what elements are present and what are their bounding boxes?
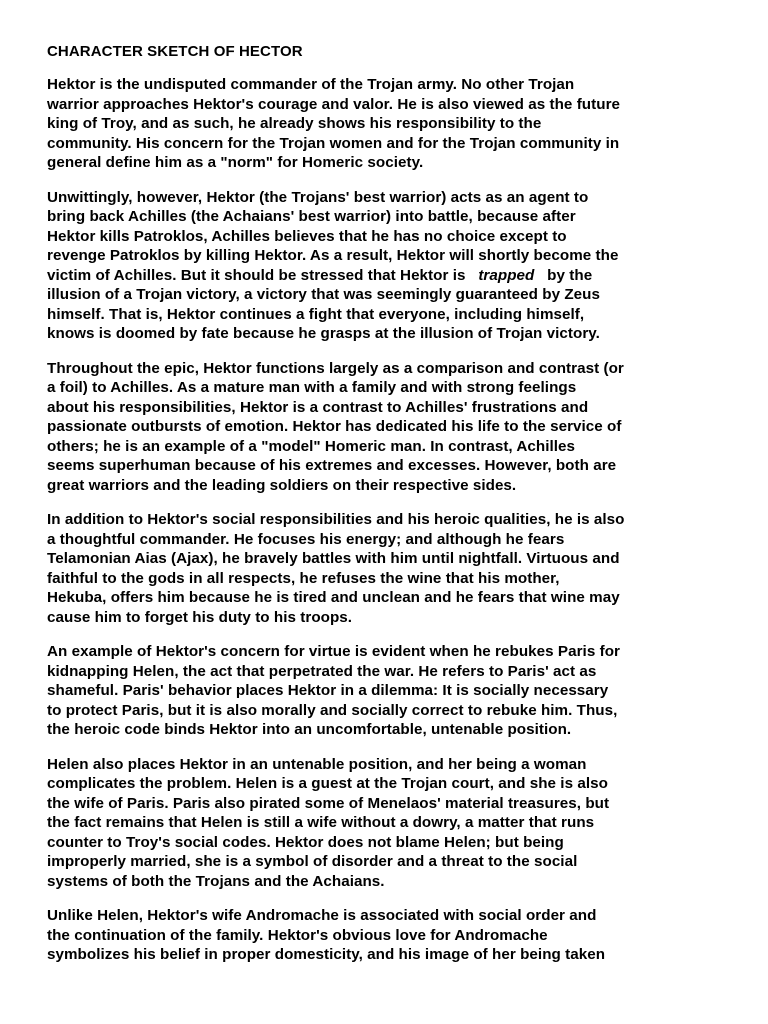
text-segment: victim of Achilles. But it should be stressed that Hektor is	[47, 266, 466, 284]
text-segment: by the	[547, 266, 593, 284]
text-line: Hekuba, offers him because he is tired and unclean and he fears that wine may	[47, 589, 620, 606]
text-line: Unwittingly, however, Hektor (the Trojans' best warrior) acts as an agent to	[47, 188, 589, 206]
text-line: to protect Paris, but it is also morally and socially correct to rebuke him. Thus,	[47, 701, 618, 719]
text-line: warrior approaches Hektor's courage and valor. He is also viewed as the future	[47, 95, 621, 113]
text-line: illusion of a Trojan victory, a victory that was seemingly guaranteed by Zeus	[47, 286, 601, 303]
paragraph-7	[47, 906, 727, 965]
text-line: great warriors and the leading soldiers on their respective sides.	[47, 476, 517, 494]
text-line: general define him as a "norm" for Homeric society.	[47, 154, 424, 171]
paragraph-4	[47, 510, 727, 627]
text-line: a thoughtful commander. He focuses his energy; and although he fears	[47, 530, 565, 548]
paragraph-3	[47, 359, 727, 496]
text-line: systems of both the Trojans and the Achaians.	[47, 872, 385, 890]
text-line: Hektor is the undisputed commander of the Trojan army. No other Trojan	[47, 76, 575, 93]
text-line: bring back Achilles (the Achaians' best warrior) into battle, because after	[47, 208, 576, 225]
text-line: In addition to Hektor's social responsibilities and his heroic qualities, he is also	[47, 511, 625, 528]
text-line: king of Troy, and as such, he already shows his responsibility to the	[47, 115, 542, 132]
document-page	[47, 42, 727, 980]
text-line: kidnapping Helen, the act that perpetrated the war. He refers to Paris' act as	[47, 662, 597, 680]
paragraph-2	[47, 188, 727, 344]
text-line: complicates the problem. Helen is a guest at the Trojan court, and she is also	[47, 775, 608, 792]
paragraph-5	[47, 642, 727, 740]
text-line: others; he is an example of a "model" Homeric man. In contrast, Achilles	[47, 437, 576, 455]
paragraph-6	[47, 755, 727, 892]
text-line: about his responsibilities, Hektor is a contrast to Achilles' frustrations and	[47, 398, 589, 416]
text-line: improperly married, she is a symbol of disorder and a threat to the social	[47, 853, 578, 870]
text-line: community. His concern for the Trojan women and for the Trojan community in	[47, 134, 620, 152]
text-line: a foil) to Achilles. As a mature man with a family and with strong feelings	[47, 379, 577, 396]
document-title: CHARACTER SKETCH OF HECTOR	[47, 43, 303, 60]
text-line: Telamonian Aias (Ajax), he bravely battles with him until nightfall. Virtuous and	[47, 550, 620, 567]
text-line: cause him to forget his duty to his troops.	[47, 608, 353, 626]
text-line: Helen also places Hektor in an untenable position, and her being a woman	[47, 755, 587, 773]
text-line: the fact remains that Helen is still a wife without a dowry, a matter that runs	[47, 814, 595, 831]
text-line: himself. That is, Hektor continues a fight that everyone, including himself,	[47, 305, 585, 323]
text-line: Unlike Helen, Hektor's wife Andromache is associated with social order and	[47, 907, 597, 924]
text-line: Hektor kills Patroklos, Achilles believes that he has no choice except to	[47, 227, 567, 245]
text-line: seems superhuman because of his extremes and excesses. However, both are	[47, 457, 617, 474]
text-line: counter to Troy's social codes. Hektor does not blame Helen; but being	[47, 833, 564, 851]
emphasized-word: trapped	[478, 266, 535, 284]
text-line: the continuation of the family. Hektor's obvious love for Andromache	[47, 926, 548, 944]
text-line: passionate outbursts of emotion. Hektor has dedicated his life to the service of	[47, 418, 622, 435]
text-line: faithful to the gods in all respects, he refuses the wine that his mother,	[47, 569, 560, 587]
text-line: the heroic code binds Hektor into an uncomfortable, untenable position.	[47, 721, 572, 738]
text-line: symbolizes his belief in proper domesticity, and his image of her being taken	[47, 946, 606, 963]
text-line: the wife of Paris. Paris also pirated some of Menelaos' material treasures, but	[47, 794, 610, 812]
text-line: shameful. Paris' behavior places Hektor in a dilemma: It is socially necessary	[47, 682, 609, 699]
paragraph-1	[47, 75, 727, 173]
text-line: An example of Hektor's concern for virtue is evident when he rebukes Paris for	[47, 643, 620, 660]
text-line: knows is doomed by fate because he grasps at the illusion of Trojan victory.	[47, 325, 600, 342]
text-line: revenge Patroklos by killing Hektor. As a result, Hektor will shortly become the	[47, 247, 619, 264]
text-line: Throughout the epic, Hektor functions largely as a comparison and contrast (or	[47, 359, 624, 377]
text-line-with-emphasis	[47, 266, 727, 286]
